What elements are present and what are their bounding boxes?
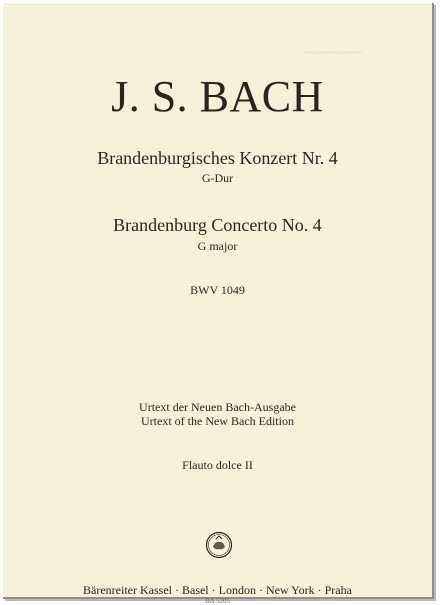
- instrument-part: Flauto dolce II: [182, 458, 253, 472]
- urtext-note-english: Urtext of the New Bach Edition: [141, 414, 294, 428]
- work-title-english: Brandenburg Concerto No. 4: [113, 215, 322, 235]
- bleed-through-mark: ~~~~~~~~~~: [303, 47, 363, 59]
- catalog-number: BWV 1049: [190, 283, 245, 297]
- work-key-english: G major: [197, 239, 238, 253]
- composer-name: J. S. BACH: [111, 72, 324, 121]
- edition-number: BA 5205: [204, 597, 231, 605]
- work-title-german: Brandenburgisches Konzert Nr. 4: [97, 148, 338, 168]
- title-page: [3, 3, 434, 605]
- urtext-note-german: Urtext der Neuen Bach-Ausgabe: [139, 400, 296, 414]
- work-key-german: G-Dur: [201, 171, 234, 185]
- publisher-imprint: Bärenreiter Kassel · Basel · London · New York · Praha: [83, 583, 352, 597]
- baerenreiter-logo-icon: [205, 530, 233, 560]
